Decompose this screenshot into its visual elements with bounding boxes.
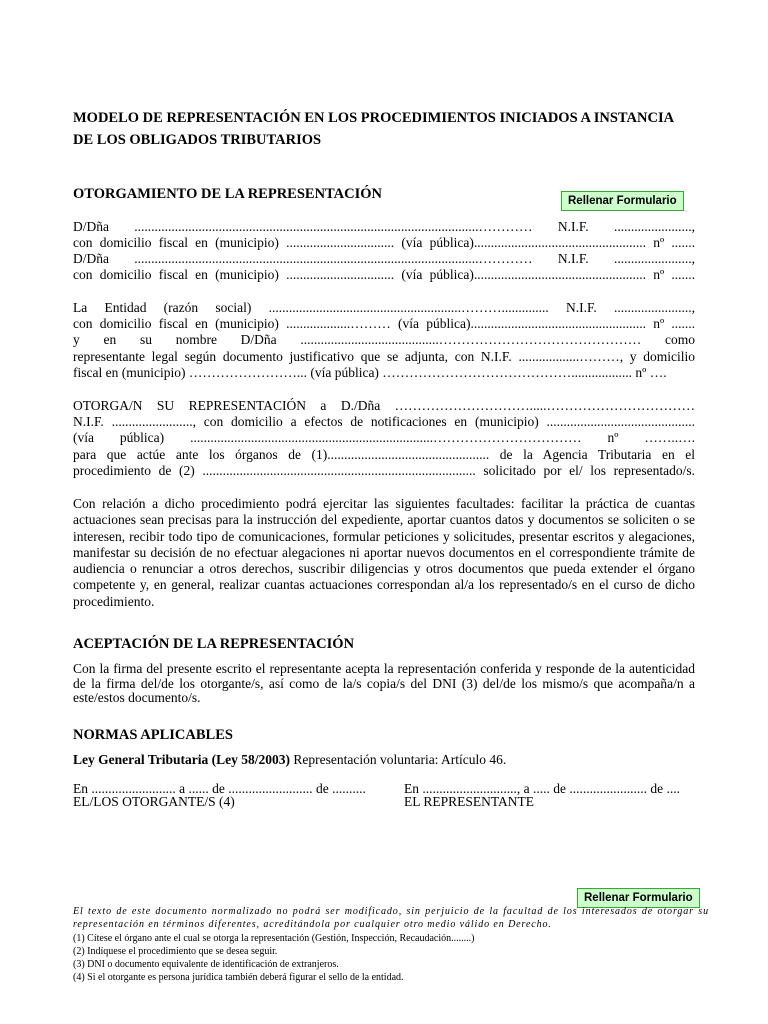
otorgante-1-address-line[interactable]: con domicilio fiscal en (municipio) ................................ (vía pública)................................................... nº ....... (73, 235, 695, 250)
law-article: Representación voluntaria: Artículo 46. (293, 752, 507, 767)
otorga-representative-line[interactable]: OTORGA/N SU REPRESENTACIÓN a D./Dña ………………………….....…………………………… (73, 398, 695, 413)
document-title: MODELO DE REPRESENTACIÓN EN LOS PROCEDIMIENTOS INICIADOS A INSTANCIA DE LOS OBLIGADOS TRIBUTARIOS (73, 110, 674, 148)
representante-place-date[interactable]: En ............................, a ..... de ....................... de .... (404, 781, 680, 796)
otorgante-place-date[interactable]: En ......................... a ...... de ......................... de .......... (73, 781, 366, 796)
otorga-street-line[interactable]: (vía pública) ........................................................................…………………………… nº ……..…. (73, 430, 695, 445)
otorga-nif-line[interactable]: N.I.F. ........................, con domicilio a efectos de notificaciones en (municipio) ............................................ (73, 414, 695, 429)
footnote-1: (1) Cítese el órgano ante el cual se otorga la representación (Gestión, Inspección, Recaudación........) (73, 933, 475, 944)
entidad-representative-line[interactable]: y en su nombre D/Dña .........................................……………………………………… como (73, 332, 695, 347)
aceptacion-heading: ACEPTACIÓN DE LA REPRESENTACIÓN (73, 636, 355, 652)
otorgamiento-heading: OTORGAMIENTO DE LA REPRESENTACIÓN (73, 186, 382, 202)
normas-law-line (73, 752, 506, 768)
entidad-name-line[interactable]: La Entidad (razón social) .........................................................……….............. N.I.F. ......................., (73, 300, 695, 315)
fill-form-button-top[interactable]: Rellenar Formulario (561, 191, 684, 211)
normas-heading: NORMAS APLICABLES (73, 727, 233, 743)
otorga-organ-line[interactable]: para que actúe ante los órganos de (1)................................................ de la Agencia Tributaria en el (73, 447, 695, 462)
entidad-fiscal-line[interactable]: fiscal en (municipio) ……………………... (vía pública) …………………………………….................. nº …. (73, 365, 667, 380)
fill-form-button-bottom[interactable]: Rellenar Formulario (577, 888, 700, 908)
otorgante-2-name-line[interactable]: D/Dña ......................................................................................................………… N.I.F. ......................., (73, 251, 695, 266)
aceptacion-paragraph: Con la firma del presente escrito el representante acepta la representación conferida y responde de la autenticidad de la firma del/de los otorgante/s, así como de la/s copia/s del DNI (3) del/de los mismo/s que acompaña/n a este/estos documento/s. (73, 661, 695, 705)
footnote-2: (2) Indíquese el procedimiento que se desea seguir. (73, 946, 278, 957)
otorgante-1-name-line[interactable]: D/Dña ......................................................................................................………… N.I.F. ......................., (73, 219, 695, 234)
otorgante-2-address-line[interactable]: con domicilio fiscal en (municipio) ................................ (vía pública)................................................... nº ....... (73, 267, 695, 282)
otorgante-signature-label: EL/LOS OTORGANTE/S (4) (73, 794, 235, 809)
disclaimer-text: El texto de este documento normalizado no podrá ser modificado, sin perjuicio de la facultad de los interesados de otorgar su representación en términos diferentes, acreditándola por cualquier otro medio válido en Derecho. (73, 906, 709, 930)
representante-signature-label: EL REPRESENTANTE (404, 794, 535, 809)
footnote-4: (4) Si el otorgante es persona jurídica también deberá figurar el sello de la entidad. (73, 972, 404, 983)
entidad-address-line[interactable]: con domicilio fiscal en (municipio) ...................……… (vía pública).................................................... nº ....... (73, 316, 695, 331)
facultades-paragraph: Con relación a dicho procedimiento podrá ejercitar las siguientes facultades: facilitar la práctica de cuantas actuaciones sean precisas para la instrucción del expediente, aportar cuantos datos y documentos se soliciten o se interesen, recibir todo tipo de comunicaciones, formular peticiones y solicitudes, presentar escritos y alegaciones, manifestar su decisión de no efectuar alegaciones ni aportar nuevos documentos en el correspondiente trámite de audiencia o renunciar a otros derechos, suscribir diligencias y otros documentos que pueda extender el órgano competente y, en general, realizar cuantas actuaciones correspondan al/a los representado/s en el curso de dicho procedimiento. (73, 496, 695, 609)
footnote-3: (3) DNI o documento equivalente de identificación de extranjeros. (73, 959, 339, 970)
entidad-nif-line[interactable]: representante legal según documento justificativo que se adjunta, con N.I.F. ..................………, y domicilio (73, 349, 695, 364)
law-name: Ley General Tributaria (Ley 58/2003) (73, 752, 290, 767)
otorga-procedure-line[interactable]: procedimiento de (2) ................................................................................. solicitado por el/ los representado/s. (73, 463, 695, 478)
